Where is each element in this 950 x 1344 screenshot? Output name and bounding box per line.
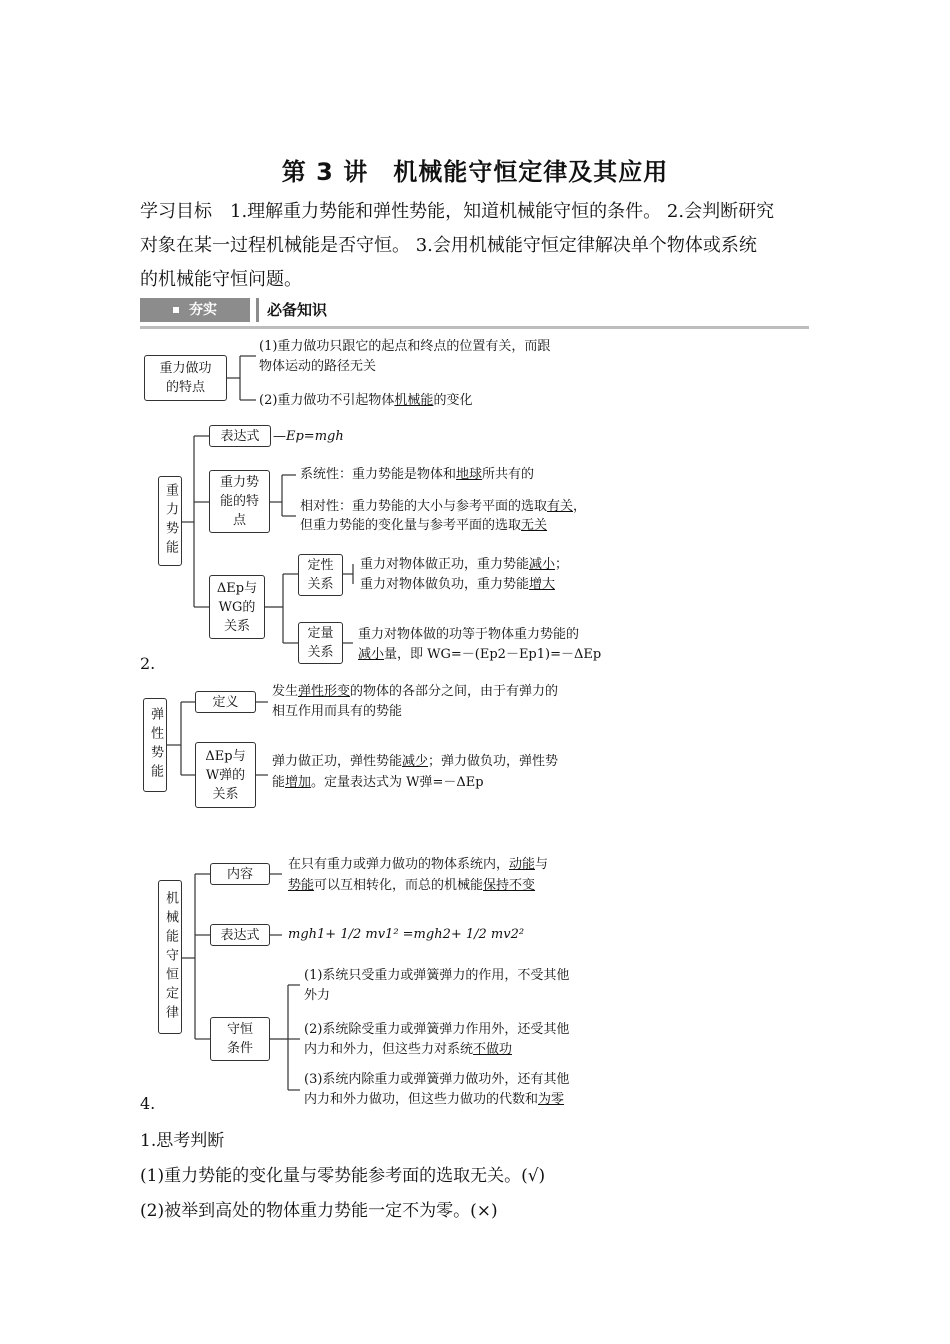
section-number-4: 4. <box>140 1094 156 1113</box>
elastic-definition-2: 相互作用而具有的势能 <box>272 704 403 719</box>
elastic-definition-1: 发生弹性形变的物体的各部分之间，由于有弹力的 <box>272 684 559 699</box>
elastic-relation-1: 弹力做正功，弹性势能减少；弹力做负功，弹性势 <box>272 754 559 769</box>
quantitative-relation-box: 定量关系 <box>298 622 343 664</box>
elastic-pe-root-box: 弹性势能 <box>143 698 167 792</box>
expression-label-box: 表达式 <box>209 425 271 447</box>
qualitative-line-1: 重力对物体做正功，重力势能减小； <box>360 557 569 572</box>
elastic-relation-2: 能增加。定量表达式为 W弹=－ΔEp <box>272 775 484 790</box>
gravity-work-item1-b: 物体运动的路径无关 <box>259 359 377 374</box>
qualitative-line-2: 重力对物体做负功，重力势能增大 <box>360 577 556 592</box>
gp-expression-value: —Ep=mgh <box>273 429 344 444</box>
conservation-law-root-box: 机械能守恒定律 <box>158 880 182 1034</box>
banner-tag: 夯实 <box>140 298 250 322</box>
section-number-2: 2. <box>140 654 156 673</box>
judge-question-2: (2)被举到高处的物体重力势能一定不为零。(×) <box>140 1201 498 1221</box>
conservation-conditions-box: 守恒条件 <box>210 1017 270 1061</box>
law-content-1: 在只有重力或弹力做功的物体系统内，动能与 <box>288 857 549 872</box>
condition-2b: 内力和外力，但这些力对系统不做功 <box>304 1042 513 1057</box>
judge-question-1: (1)重力势能的变化量与零势能参考面的选取无关。(√) <box>140 1166 546 1186</box>
condition-3a: (3)系统内除重力或弹簧弹力做功外，还有其他 <box>304 1072 570 1087</box>
condition-1a: (1)系统只受重力或弹簧弹力的作用，不受其他 <box>304 968 570 983</box>
gp-feature-relative-2: 但重力势能的变化量与参考平面的选取无关 <box>300 518 548 533</box>
content-label-box: 内容 <box>210 863 270 885</box>
qualitative-relation-box: 定性关系 <box>298 554 343 596</box>
banner-title: 必备知识 <box>256 298 327 322</box>
gp-features-box: 重力势能的特点 <box>209 470 270 533</box>
gp-feature-relative-1: 相对性：重力势能的大小与参考平面的选取有关， <box>300 499 587 514</box>
gravity-work-item2: (2)重力做功不引起物体机械能的变化 <box>259 393 473 408</box>
page-title: 第 3 讲 机械能守恒定律及其应用 <box>281 158 669 186</box>
judge-heading: 1.思考判断 <box>140 1131 225 1151</box>
gravity-work-root-box: 重力做功的特点 <box>144 355 227 401</box>
objectives-line-3: 的机械能守恒问题。 <box>140 269 302 290</box>
gp-feature-systemic: 系统性：重力势能是物体和地球所共有的 <box>300 467 535 482</box>
quantitative-line-2: 减小量，即 WG=－(Ep2－Ep1)=－ΔEp <box>358 647 602 662</box>
objectives-line-2: 对象在某一过程机械能是否守恒。 3.会用机械能守恒定律解决单个物体或系统 <box>140 235 757 256</box>
law-content-2: 势能可以互相转化，而总的机械能保持不变 <box>288 878 536 893</box>
condition-1b: 外力 <box>304 988 331 1003</box>
objectives-line-1: 学习目标 1.理解重力势能和弹性势能，知道机械能守恒的条件。 2.会判断研究 <box>140 201 775 222</box>
gravity-pe-root-box: 重力势能 <box>158 476 182 566</box>
definition-label-box: 定义 <box>195 691 256 713</box>
condition-3b: 内力和外力做功，但这些力做功的代数和为零 <box>304 1092 565 1107</box>
quantitative-line-1: 重力对物体做的功等于物体重力势能的 <box>358 627 580 642</box>
gravity-work-item1-a: (1)重力做功只跟它的起点和终点的位置有关，而跟 <box>259 339 551 354</box>
law-expression-label-box: 表达式 <box>210 924 270 946</box>
gp-relation-box: ΔEp与WG的关系 <box>209 575 265 639</box>
condition-2a: (2)系统除受重力或弹簧弹力作用外，还受其他 <box>304 1022 570 1037</box>
elastic-relation-box: ΔEp与W弹的关系 <box>195 742 256 808</box>
law-expression-value: mgh1+ 1/2 mv1² =mgh2+ 1/2 mv2² <box>288 927 525 942</box>
